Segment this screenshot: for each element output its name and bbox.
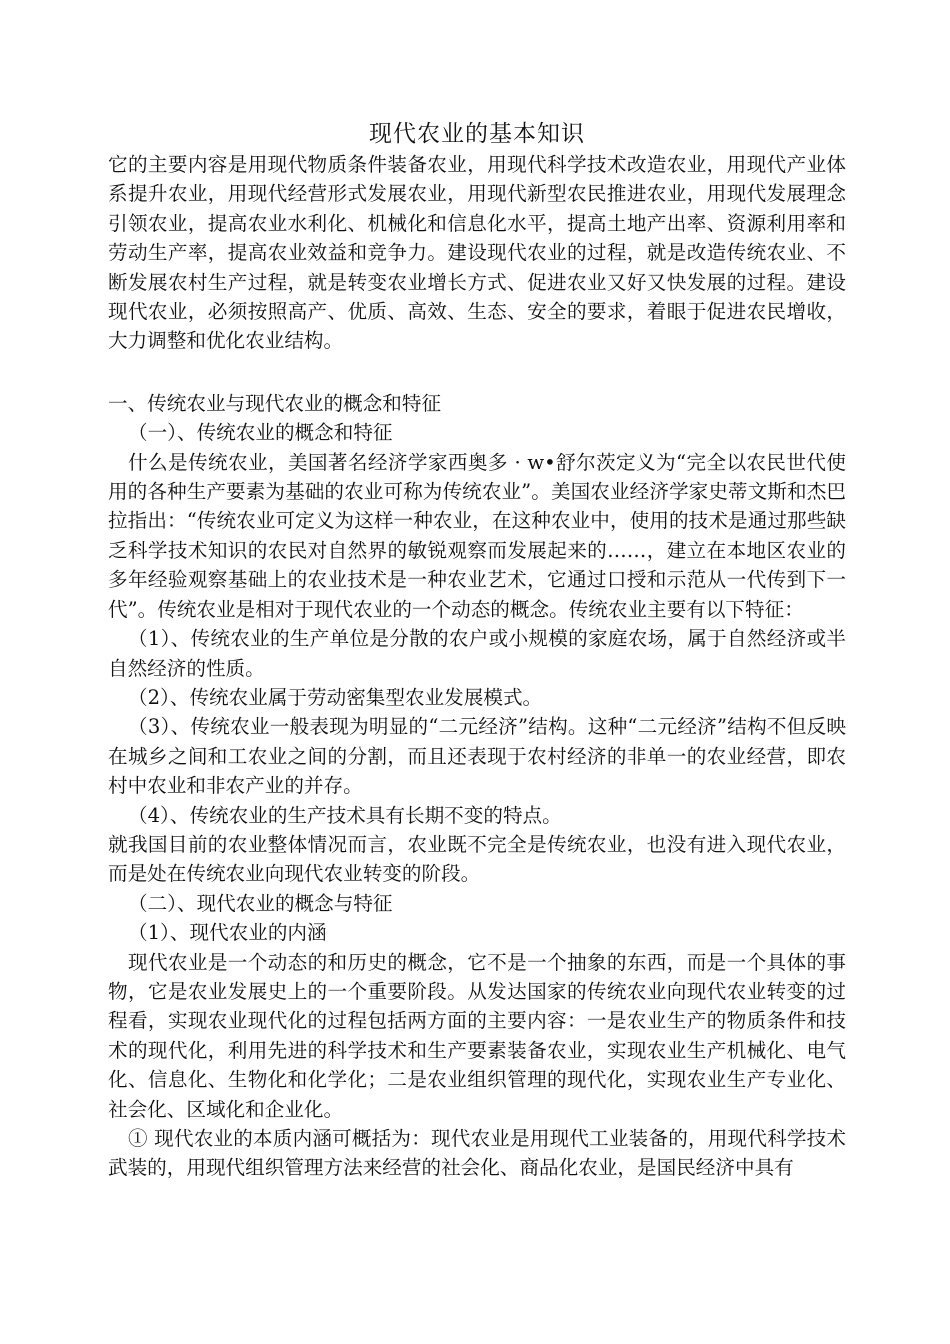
trait-item-4: （4）、传统农业的生产技术具有长期不变的特点。 bbox=[128, 803, 562, 827]
current-status-paragraph: 就我国目前的农业整体情况而言，农业既不完全是传统农业，也没有进入现代农业，而是处在传统农业向现代农业转变的阶段。 bbox=[108, 832, 846, 886]
trait-item-2: （2）、传统农业属于劳动密集型农业发展模式。 bbox=[128, 685, 543, 709]
section-heading-1: 一、传统农业与现代农业的概念和特征 bbox=[108, 391, 442, 415]
document-title: 现代农业的基本知识 bbox=[369, 121, 585, 147]
document-page bbox=[108, 118, 846, 1183]
subsection-heading-1-1: （一）、传统农业的概念和特征 bbox=[128, 421, 393, 445]
subsection-heading-1-2: （二）、现代农业的概念与特征 bbox=[128, 891, 393, 915]
intro-paragraph: 它的主要内容是用现代物质条件装备农业，用现代科学技术改造农业，用现代产业体系提升农业，用现代经营形式发展农业，用现代新型农民推进农业，用现代发展理念引领农业，提高农业水利化、机械化和信息化水平，提高土地产出率、资源利用率和劳动生产率，提高农业效益和竞争力。建设现代农业的过程，就是改造传统农业、不断发展农村生产过程，就是转变农业增长方式、促进农业又好又快发展的过程。建设现代农业，必须按照高产、优质、高效、生态、安全的要求，着眼于促进农民增收，大力调整和优化农业结构。 bbox=[108, 153, 846, 353]
paragraph-gap bbox=[108, 356, 846, 385]
traditional-agriculture-paragraph: 什么是传统农业，美国著名经济学家西奥多 · w•舒尔茨定义为“完全以农民世代使用的各种生产要素为基础的农业可称为传统农业”。美国农业经济学家史蒂文斯和杰巴拉指出：“传统农业可定义为这样一种农业，在这种农业中，使用的技术是通过那些缺乏科学技术知识的农民对自然界的敏锐观察而发展起来的……，建立在本地区农业的多年经验观察基础上的农业技术是一种农业艺术，它通过口授和示范从一代传到下一代”。传统农业是相对于现代农业的一个动态的概念。传统农业主要有以下特征： bbox=[108, 450, 846, 621]
subsection-heading-1-2-1: （1）、现代农业的内涵 bbox=[128, 921, 327, 945]
trait-item-1: （1）、传统农业的生产单位是分散的农户或小规模的家庭农场，属于自然经济或半自然经济的性质。 bbox=[108, 627, 846, 680]
modern-agriculture-paragraph: 现代农业是一个动态的和历史的概念，它不是一个抽象的东西，而是一个具体的事物，它是农业发展史上的一个重要阶段。从发达国家的传统农业向现代农业转变的过程看，实现农业现代化的过程包括两方面的主要内容：一是农业生产的物质条件和技术的现代化，利用先进的科学技术和生产要素装备农业，实现农业生产机械化、电气化、信息化、生物化和化学化；二是农业组织管理的现代化，实现农业生产专业化、社会化、区域化和企业化。 bbox=[108, 950, 846, 1121]
trait-item-3: （3）、传统农业一般表现为明显的“二元经济”结构。这种“二元经济”结构不但反映在城乡之间和工农业之间的分割，而且还表现于农村经济的非单一的农业经营，即农村中农业和非农产业的并存。 bbox=[108, 715, 846, 798]
essence-paragraph: ① 现代农业的本质内涵可概括为：现代农业是用现代工业装备的，用现代科学技术武装的，用现代组织管理方法来经营的社会化、商品化农业，是国民经济中具有 bbox=[108, 1127, 846, 1180]
